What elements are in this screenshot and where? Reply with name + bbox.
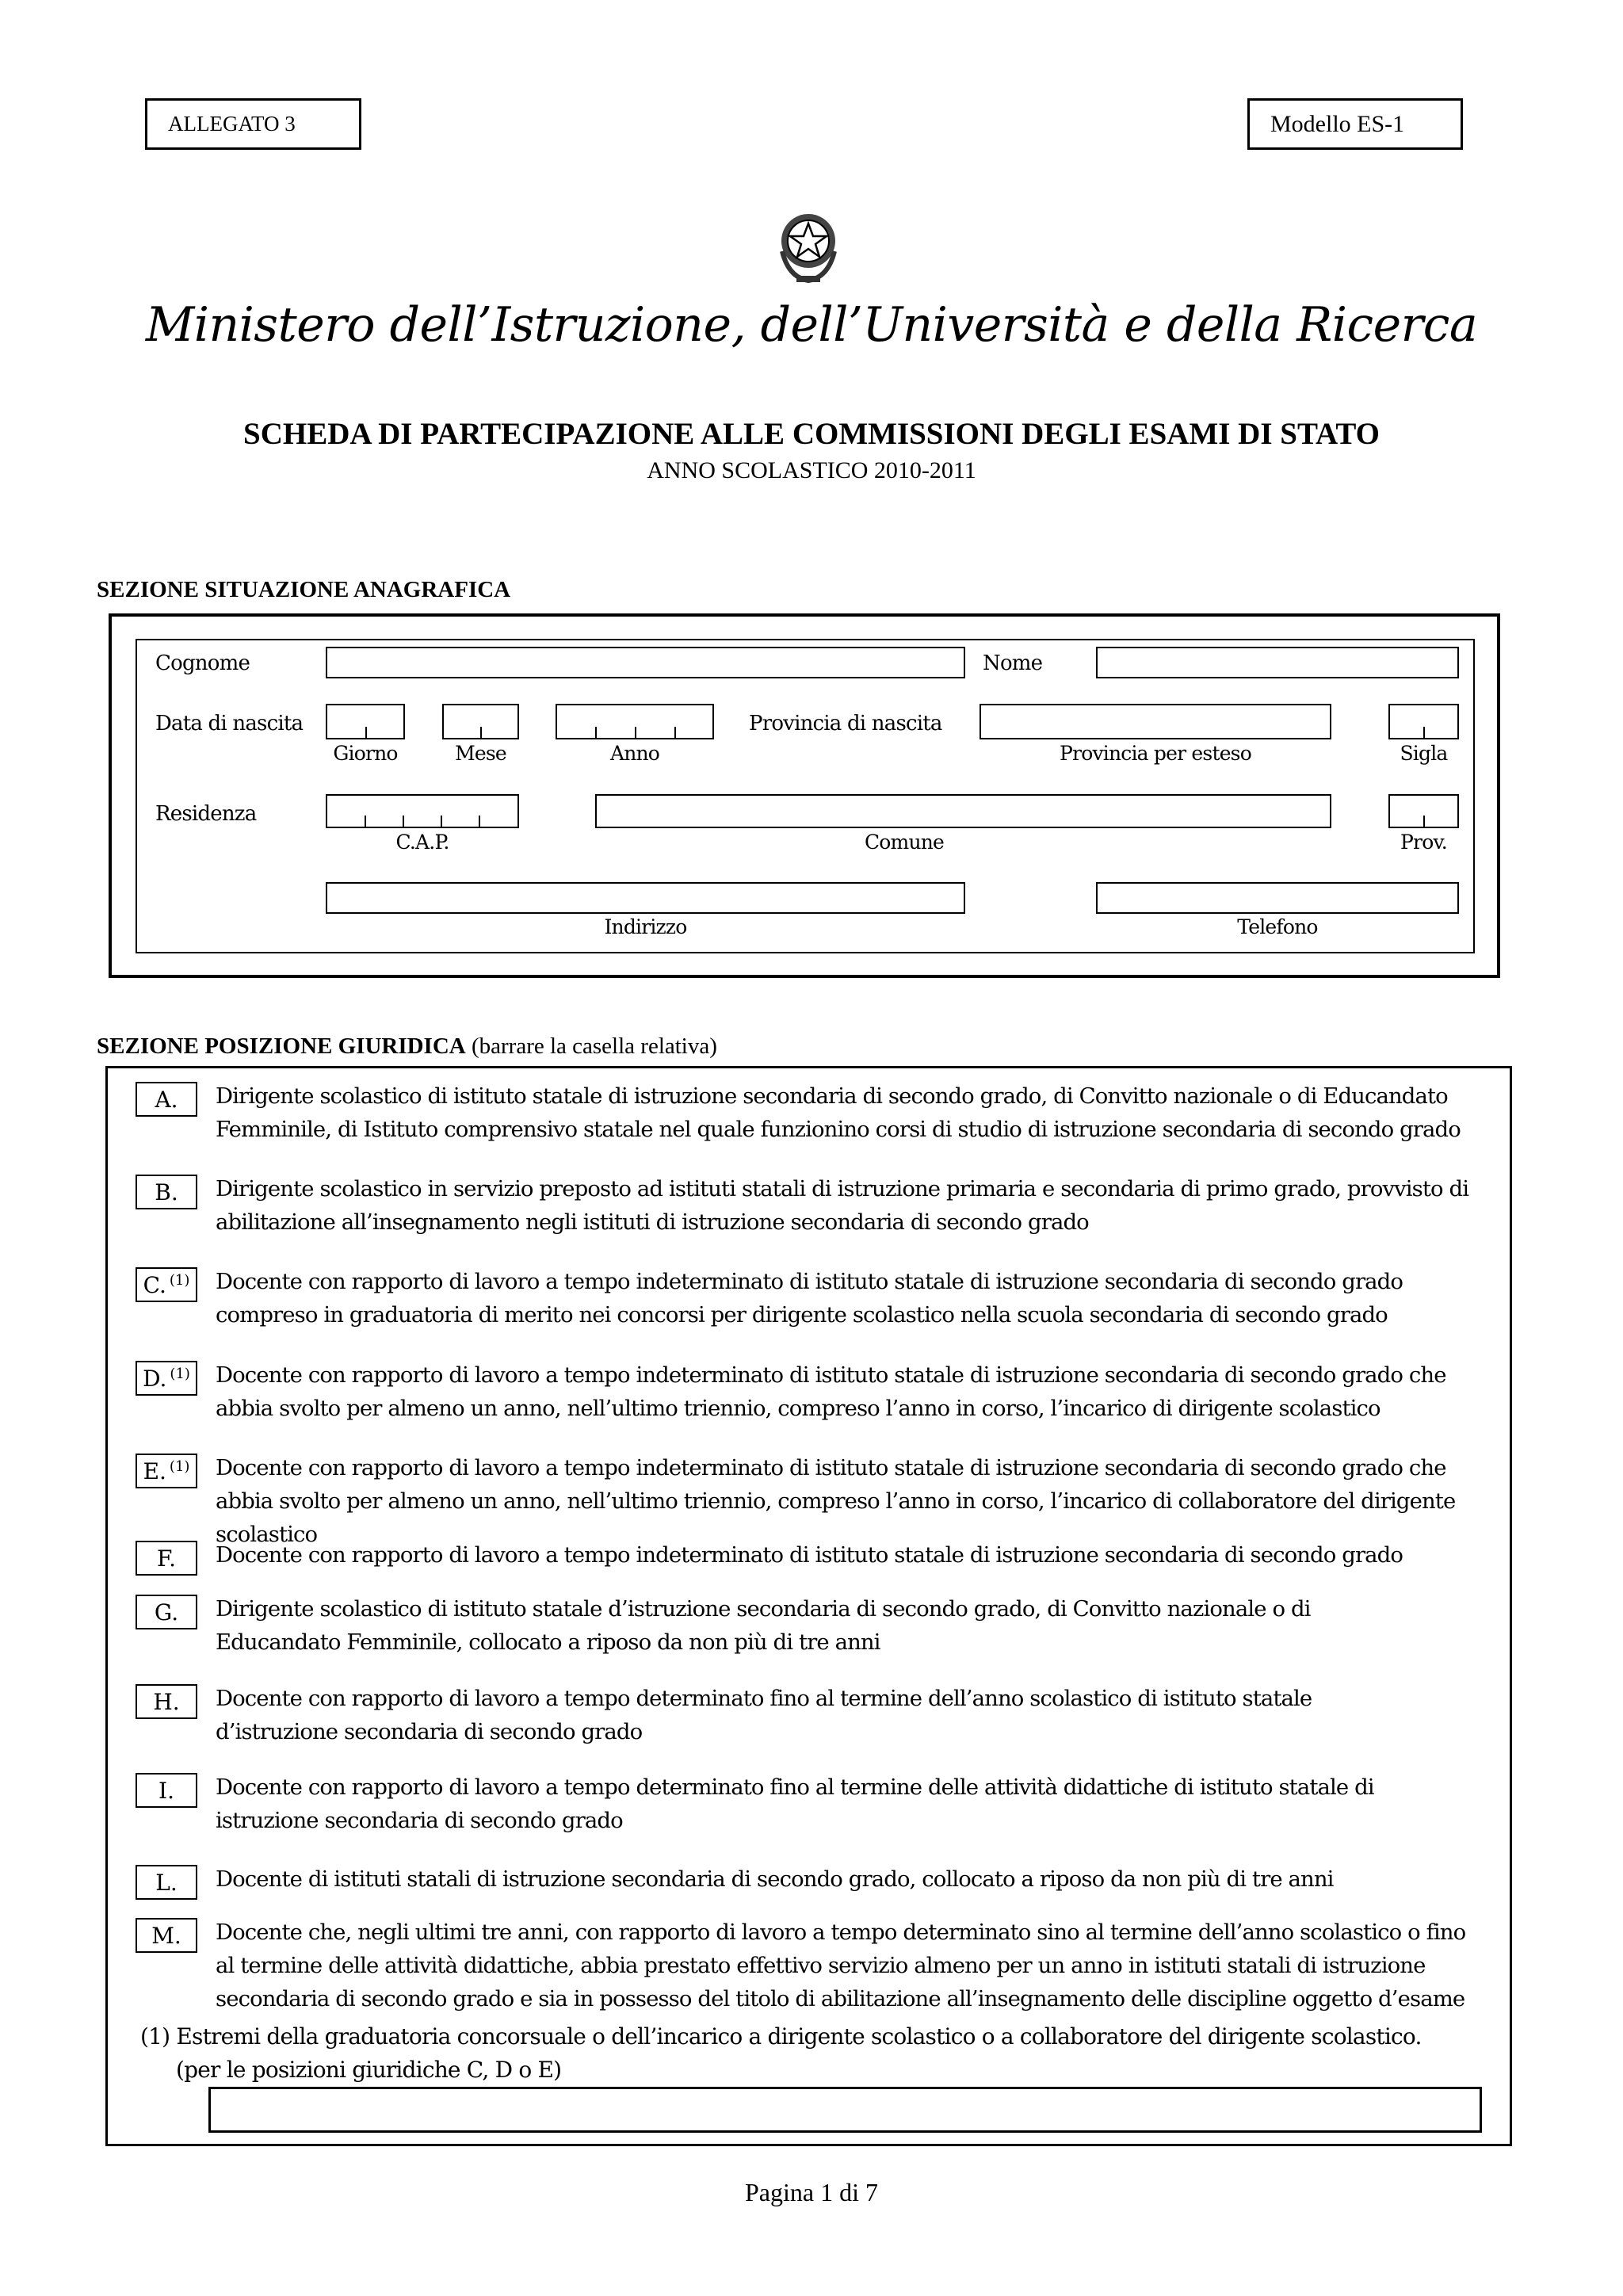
option-e-checkbox[interactable] [136, 1454, 197, 1488]
footnote-details-field[interactable] [208, 2087, 1482, 2133]
digit-divider [441, 816, 442, 827]
giorno-field[interactable] [326, 704, 405, 739]
option-d-checkbox[interactable] [136, 1361, 197, 1396]
comune-caption: Comune [864, 831, 945, 854]
option-a-checkbox[interactable] [136, 1082, 197, 1117]
nome-label: Nome [983, 651, 1043, 675]
prov-field[interactable] [1388, 794, 1459, 828]
sigla-field[interactable] [1388, 704, 1459, 739]
sigla-caption: Sigla [1400, 742, 1448, 765]
option-letter: G. [154, 1599, 179, 1626]
digit-divider [1423, 727, 1425, 738]
option-l-checkbox[interactable] [136, 1865, 197, 1900]
mese-caption: Mese [455, 742, 506, 765]
cognome-label: Cognome [155, 651, 250, 675]
option-m-checkbox[interactable] [136, 1918, 197, 1953]
option-letter: B. [155, 1179, 178, 1205]
provincia-esteso-caption: Provincia per esteso [1060, 742, 1251, 765]
option-letter: L. [155, 1869, 178, 1896]
comune-field[interactable] [595, 794, 1331, 828]
cognome-field[interactable] [326, 647, 965, 678]
mese-field[interactable] [442, 704, 519, 739]
telefono-caption: Telefono [1237, 915, 1318, 938]
provincia-esteso-field[interactable] [980, 704, 1331, 739]
digit-divider [365, 727, 367, 738]
option-b-checkbox[interactable] [136, 1175, 197, 1209]
option-e-text: Docente con rapporto di lavoro a tempo indeterminato di istituto statale di istruzione secondaria di secondo grado che abbia svolto per almeno un anno, nell’ultimo triennio, compreso l’anno in corso, l’incarico di collaboratore del dirigente scolastico [216, 1455, 1456, 1547]
digit-divider [595, 727, 597, 738]
ministry-name: Ministero dell’Istruzione, dell’Università e della Ricerca [145, 297, 1478, 353]
school-year: ANNO SCOLASTICO 2010-2011 [647, 457, 976, 483]
option-g-text: Dirigente scolastico di istituto statale d’istruzione secondaria di secondo grado, di Convitto nazionale o di Educandato Femminile, collocato a riposo da non più di tre anni [216, 1596, 1311, 1655]
form-title: SCHEDA DI PARTECIPAZIONE ALLE COMMISSIONI DEGLI ESAMI DI STATO [243, 417, 1380, 451]
anno-field[interactable] [556, 704, 714, 739]
option-letter: H. [153, 1688, 180, 1715]
option-letter: C. [143, 1271, 166, 1298]
data-nascita-label: Data di nascita [155, 712, 304, 735]
residenza-label: Residenza [155, 802, 257, 826]
option-h-checkbox[interactable] [136, 1684, 197, 1719]
option-a-text: Dirigente scolastico di istituto statale di istruzione secondaria di secondo grado, di Convitto nazionale o di Educandato Femminile, di Istituto comprensivo statale nel quale funzionino corsi di studio di istruzione secondaria di secondo grado [216, 1083, 1461, 1142]
prov-caption: Prov. [1400, 831, 1447, 854]
digit-divider [1423, 816, 1425, 827]
telefono-field[interactable] [1096, 882, 1459, 914]
option-h-text: Docente con rapporto di lavoro a tempo determinato fino al termine dell’anno scolastico di istituto statale d’istruzione secondaria di secondo grado [216, 1686, 1312, 1744]
giorno-caption: Giorno [333, 742, 398, 765]
option-m-text: Docente che, negli ultimi tre anni, con rapporto di lavoro a tempo determinato sino al termine dell’anno scolastico o fino al termine delle attività didattiche, abbia prestato effettivo servizio almeno per un anno in istituti statali di istruzione secondaria di secondo grado e sia in possesso del titolo di abilitazione all’insegnamento delle discipline oggetto d’esame [216, 1920, 1466, 2011]
provincia-nascita-label: Provincia di nascita [749, 712, 942, 735]
option-f-checkbox[interactable] [136, 1541, 197, 1576]
option-letter: I. [158, 1777, 174, 1804]
cap-caption: C.A.P. [395, 831, 449, 854]
digit-divider [403, 816, 404, 827]
option-letter: E. [143, 1457, 166, 1484]
option-i-text: Docente con rapporto di lavoro a tempo determinato fino al termine delle attività didattiche di istituto statale di istruzione secondaria di secondo grado [216, 1775, 1374, 1833]
section-giuridica-instruction: (barrare la casella relativa) [471, 1033, 717, 1059]
option-d-text: Docente con rapporto di lavoro a tempo indeterminato di istituto statale di istruzione secondaria di secondo grado che abbia svolto per almeno un anno, nell’ultimo triennio, compreso l’anno in corso, l’incarico di dirigente scolastico [216, 1362, 1446, 1421]
option-b-text: Dirigente scolastico in servizio preposto ad istituti statali di istruzione primaria e secondaria di primo grado, provvisto di abilitazione all’insegnamento negli istituti di istruzione secondaria di secondo grado [216, 1176, 1469, 1235]
allegato-label: ALLEGATO 3 [145, 98, 361, 150]
option-c-text: Docente con rapporto di lavoro a tempo indeterminato di istituto statale di istruzione secondaria di secondo grado compreso in graduatoria di merito nei concorsi per dirigente scolastico nella scuola secondaria di secondo grado [216, 1269, 1403, 1328]
indirizzo-caption: Indirizzo [604, 915, 687, 938]
section-giuridica-heading [97, 1033, 717, 1060]
footnote-text: (1) Estremi della graduatoria concorsuale o dell’incarico a dirigente scolastico o a collaboratore del dirigente scolastico. [140, 2023, 1422, 2050]
nome-field[interactable] [1096, 647, 1459, 678]
section-giuridica-title: SEZIONE POSIZIONE GIURIDICA [97, 1033, 466, 1059]
indirizzo-field[interactable] [326, 882, 965, 914]
section-anagrafica-heading: SEZIONE SITUAZIONE ANAGRAFICA [97, 577, 511, 602]
option-letter: A. [155, 1086, 178, 1113]
digit-divider [365, 816, 366, 827]
option-c-checkbox[interactable] [136, 1267, 197, 1302]
italian-republic-emblem-icon [773, 208, 844, 287]
footnote-marker: (1) [170, 1365, 190, 1382]
anno-caption: Anno [609, 742, 660, 765]
footnote-marker: (1) [169, 1457, 190, 1475]
modello-label: Modello ES-1 [1247, 98, 1463, 150]
option-letter: F. [157, 1545, 176, 1572]
footnote-marker: (1) [169, 1271, 190, 1289]
digit-divider [674, 727, 676, 738]
footnote-positions: (per le posizioni giuridiche C, D o E) [176, 2057, 562, 2083]
cap-field[interactable] [326, 794, 519, 828]
digit-divider [635, 727, 636, 738]
option-f-text: Docente con rapporto di lavoro a tempo indeterminato di istituto statale di istruzione secondaria di secondo grado [216, 1542, 1403, 1568]
option-letter: D. [143, 1365, 167, 1392]
page-number: Pagina 1 di 7 [745, 2178, 878, 2206]
option-l-text: Docente di istituti statali di istruzione secondaria di secondo grado, collocato a riposo da non più di tre anni [216, 1866, 1334, 1892]
option-i-checkbox[interactable] [136, 1773, 197, 1808]
option-g-checkbox[interactable] [136, 1595, 197, 1629]
digit-divider [480, 727, 482, 738]
option-letter: M. [151, 1922, 181, 1949]
digit-divider [479, 816, 480, 827]
